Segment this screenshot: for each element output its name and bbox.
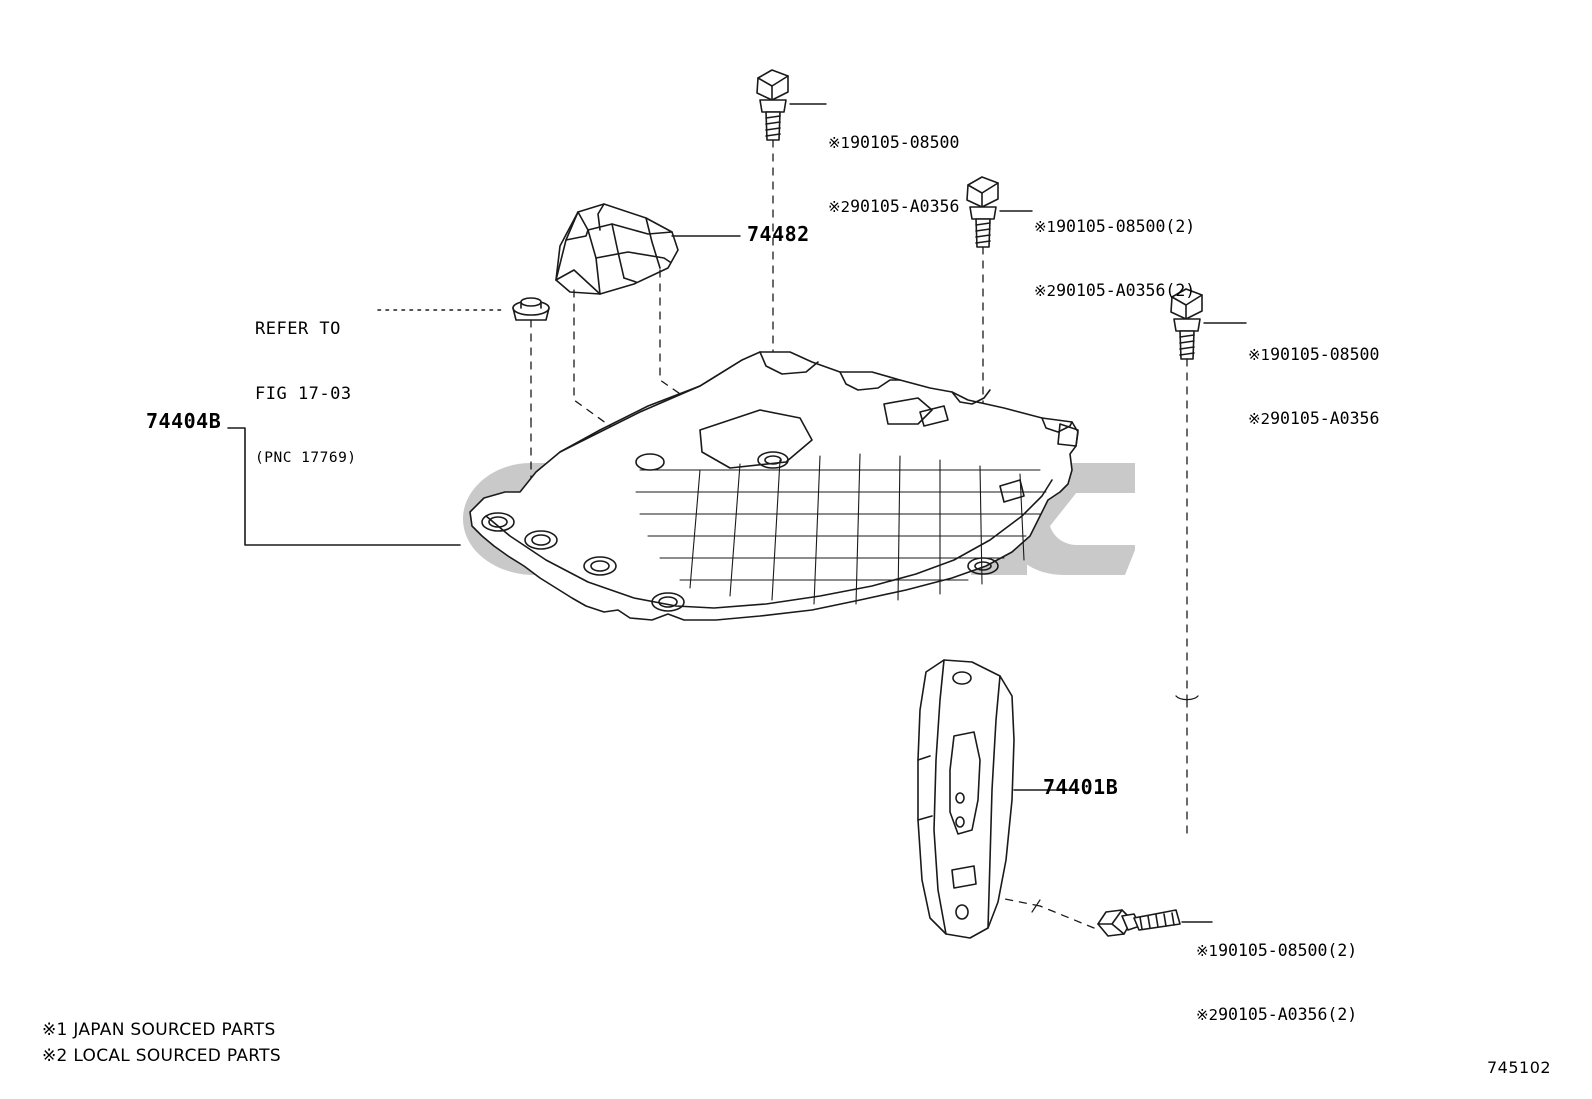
source-mark-japan: ※1 — [1248, 346, 1271, 365]
grommet-plug — [513, 298, 549, 320]
bolt-icon-top-left — [757, 70, 788, 140]
fastener-label-bottom-right: ※190105-08500(2) ※290105-A0356(2) — [1196, 941, 1358, 1024]
refer-to-line2: FIG 17-03 — [255, 383, 352, 404]
part-number-74482: 74482 — [747, 222, 810, 246]
refer-to-line1: REFER TO — [255, 318, 341, 339]
source-mark-local: ※2 — [1196, 1005, 1219, 1024]
bracket-74482 — [556, 204, 678, 294]
bolt-icon-top-center — [967, 177, 998, 247]
source-mark-japan: ※1 — [828, 134, 851, 153]
fastener-label-top-left: ※190105-08500 ※290105-A0356 — [828, 133, 960, 216]
source-mark-local: ※2 — [828, 197, 851, 216]
legend-japan-sourced: ※1 JAPAN SOURCED PARTS — [42, 1020, 276, 1040]
source-mark-local: ※2 — [1034, 281, 1057, 300]
legend-local-sourced: ※2 LOCAL SOURCED PARTS — [42, 1046, 281, 1066]
figure-number: 745102 — [1487, 1058, 1552, 1077]
fastener-label-top-center: ※190105-08500(2) ※290105-A0356(2) — [1034, 217, 1196, 300]
part-number-74401b: 74401B — [1043, 775, 1119, 799]
bolt-icon-bottom-right — [1098, 910, 1180, 936]
part-number-74404b: 74404B — [146, 409, 222, 433]
fastener-label-right: ※190105-08500 ※290105-A0356 — [1248, 345, 1380, 428]
refer-to-note — [255, 275, 357, 511]
refer-to-pnc: (PNC 17769) — [255, 450, 357, 466]
clamp-74401b — [918, 660, 1014, 938]
source-mark-local: ※2 — [1248, 409, 1271, 428]
source-mark-japan: ※1 — [1196, 942, 1219, 961]
under-cover-74404b — [470, 352, 1078, 620]
source-mark-japan: ※1 — [1034, 218, 1057, 237]
